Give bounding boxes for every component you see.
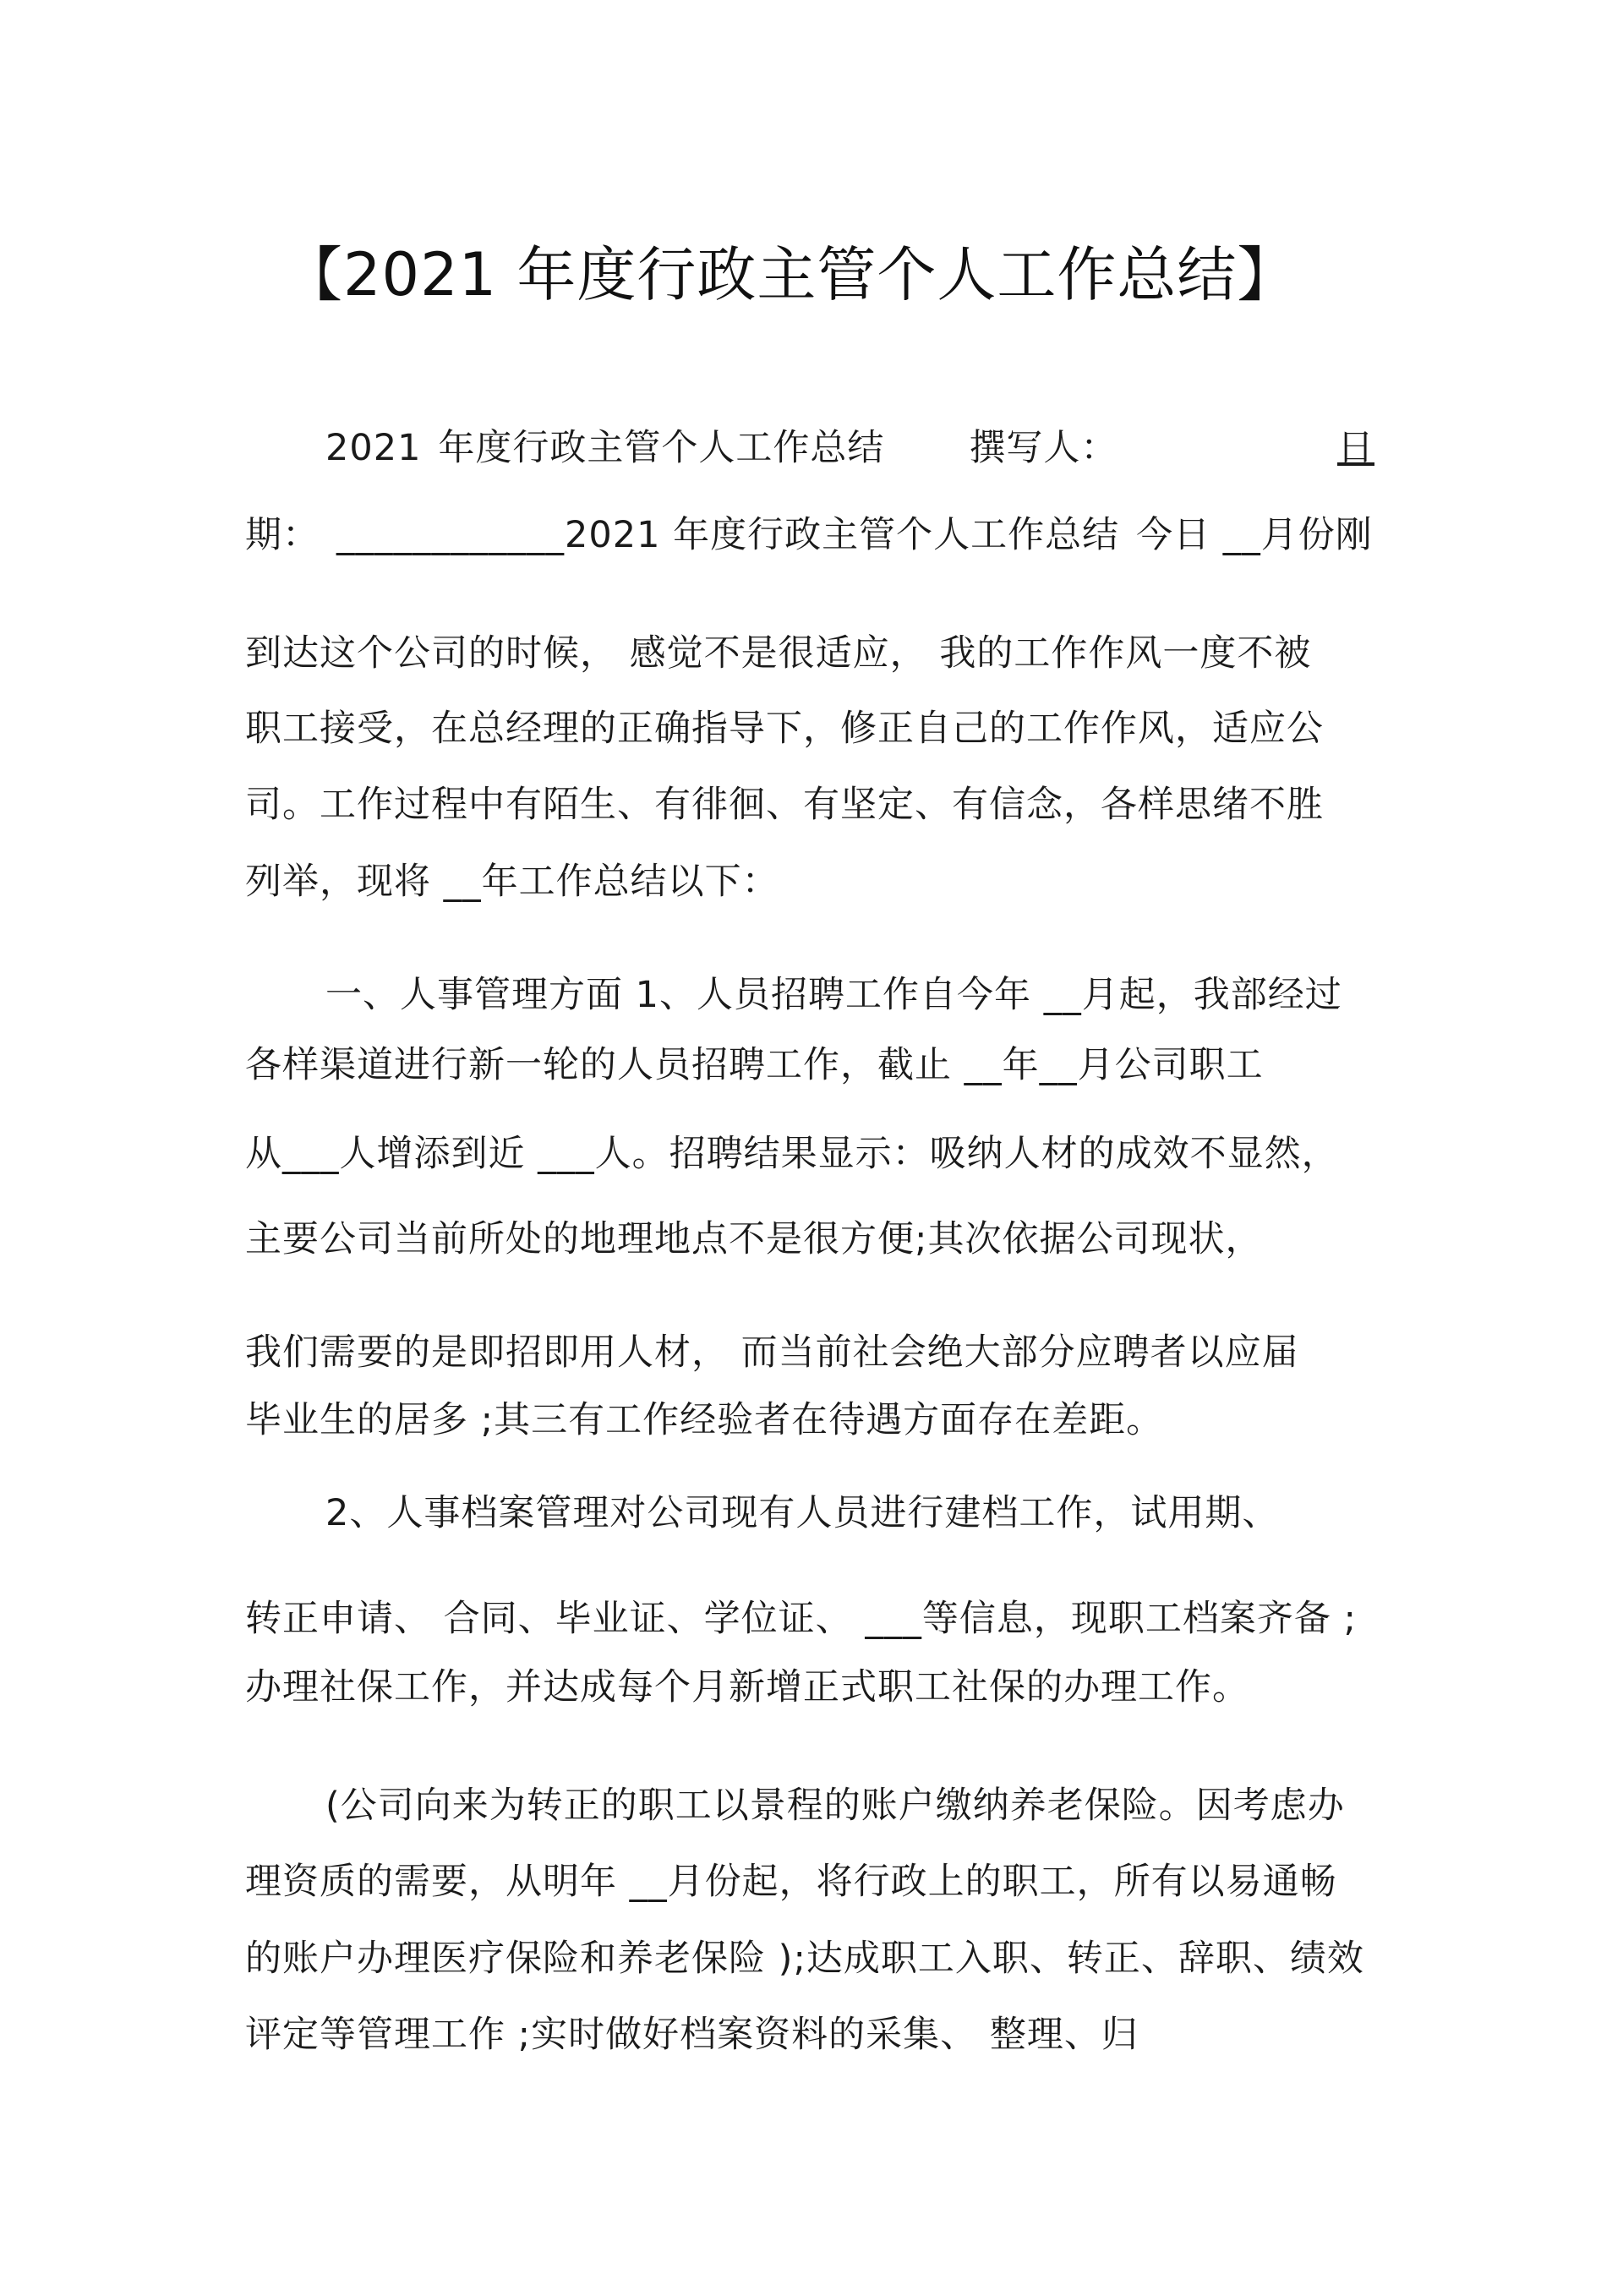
paragraph-line: 一、人事管理方面 1、人员招聘工作自今年 __月起，我部经过 bbox=[325, 974, 1342, 1016]
header-line2-tail: 今日 __月份刚 bbox=[1136, 514, 1373, 556]
author-label: 撰写人： bbox=[969, 427, 1118, 469]
paragraph-line: 我们需要的是即招即用人材， 而当前社会绝大部分应聘者以应届 bbox=[245, 1331, 1299, 1374]
paragraph-line: 办理社保工作，并达成每个月新增正式职工社保的办理工作。 bbox=[245, 1666, 1249, 1708]
paragraph-line: 各样渠道进行新一轮的人员招聘工作，截止 __年__月公司职工 bbox=[245, 1044, 1264, 1086]
paragraph-line: 主要公司当前所处的地理地点不是很方便;其次依据公司现状， bbox=[245, 1218, 1263, 1260]
paragraph-line: 评定等管理工作 ;实时做好档案资料的采集、 整理、归 bbox=[245, 2014, 1139, 2056]
paragraph-line: 转正申请、 合同、毕业证、学位证、 ___等信息，现职工档案齐备 ; bbox=[245, 1598, 1357, 1640]
paragraph-line: 的账户办理医疗保险和养老保险 );达成职工入职、转正、辞职、绩效 bbox=[245, 1938, 1364, 1980]
header-line2-text: 2021 年度行政主管个人工作总结 bbox=[565, 514, 1120, 556]
paragraph-line: 毕业生的居多 ;其三有工作经验者在待遇方面存在差距。 bbox=[245, 1399, 1164, 1441]
paragraph-line: 列举，现将 __年工作总结以下： bbox=[245, 861, 779, 903]
date-label-char: 日 bbox=[1337, 427, 1374, 469]
paragraph-line: 到达这个公司的时候， 感觉不是很适应， 我的工作作风一度不被 bbox=[245, 632, 1312, 675]
paragraph-line: 2、人事档案管理对公司现有人员进行建档工作，试用期、 bbox=[325, 1492, 1280, 1534]
paragraph-line: 职工接受，在总经理的正确指导下，修正自己的工作作风，适应公 bbox=[245, 708, 1324, 750]
document-title: 【2021 年度行政主管个人工作总结】 bbox=[283, 240, 1298, 309]
date-blank: ____________ bbox=[336, 514, 565, 556]
paragraph-line: 从___人增添到近 ___人。招聘结果显示：吸纳人材的成效不显然， bbox=[245, 1133, 1339, 1175]
date-label: 期： bbox=[245, 514, 320, 556]
header-subject: 年度行政主管个人工作总结 bbox=[438, 427, 885, 469]
header-year: 2021 bbox=[325, 427, 422, 469]
paragraph-line: 司。工作过程中有陌生、有徘徊、有坚定、有信念，各样思绪不胜 bbox=[245, 784, 1324, 826]
paragraph-line: (公司向来为转正的职工以景程的账户缴纳养老保险。因考虑办 bbox=[325, 1785, 1345, 1827]
header-line-1 bbox=[325, 423, 1118, 473]
paragraph-line: 理资质的需要，从明年 __月份起，将行政上的职工，所有以易通畅 bbox=[245, 1861, 1337, 1903]
header-line-2 bbox=[245, 510, 1373, 560]
